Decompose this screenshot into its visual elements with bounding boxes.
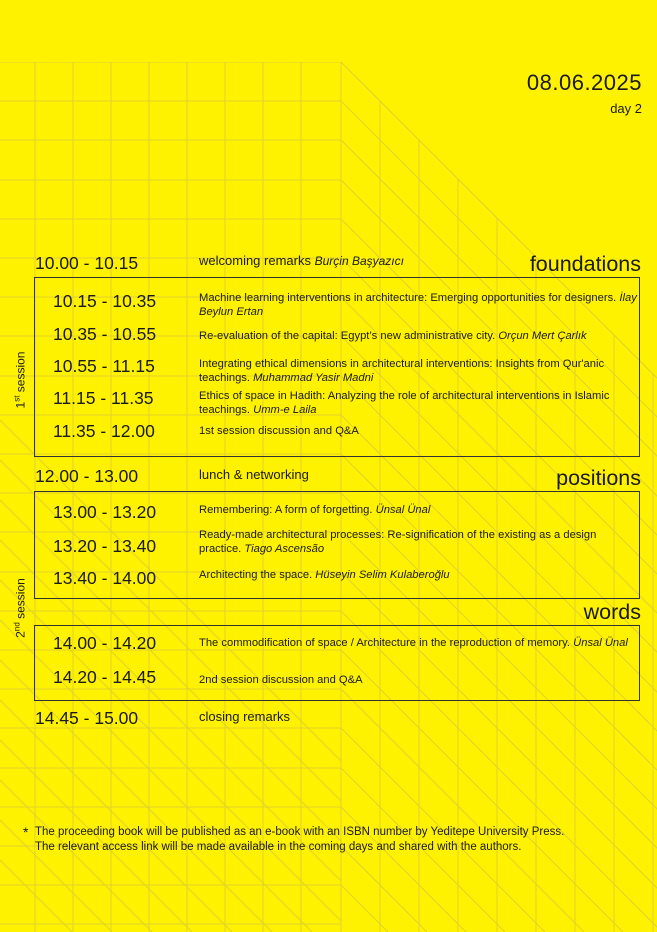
- time-s2-1: 13.00 - 13.20: [53, 502, 157, 522]
- item-welcome: welcoming remarks Burçin Başyazıcı: [199, 253, 404, 268]
- talk-s2-1: Remembering: A form of forgetting. Ünsal Ünal: [199, 504, 431, 516]
- time-s1-1: 10.15 - 10.35: [53, 291, 157, 311]
- event-date: 08.06.2025: [526, 70, 642, 95]
- time-s2-4: 14.00 - 14.20: [53, 633, 157, 653]
- talk-s2-3: Architecting the space. Hüseyin Selim Kulaberoğlu: [199, 569, 450, 581]
- talk-s1-3: Integrating ethical dimensions in architectural interventions: Insights from Qur'anic teachings. Muhammad Yasir Madni: [199, 358, 605, 384]
- footnote: [23, 825, 564, 855]
- item-closing: closing remarks: [199, 709, 291, 724]
- talk-s1-2: Re-evaluation of the capital: Egypt’s new administrative city. Orçun Mert Çarlık: [199, 330, 587, 342]
- talk-s2-5: 2nd session discussion and Q&A: [199, 674, 363, 686]
- talk-s1-5: 1st session discussion and Q&A: [199, 425, 359, 437]
- time-s1-4: 11.15 - 11.35: [53, 388, 154, 408]
- session-1-label: 1st session: [12, 351, 28, 409]
- time-welcome: 10.00 - 10.15: [35, 253, 139, 273]
- talk-s1-4: Ethics of space in Hadith: Analyzing the role of architectural interventions in Islamic teachings. Umm-e Laila: [199, 390, 610, 416]
- talk-s2-4: The commodification of space / Architecture in the reproduction of memory. Ünsal Ünal: [199, 637, 628, 649]
- talk-s1-1: Machine learning interventions in architecture: Emerging opportunities for designers. İlay Beylun Ertan: [199, 292, 637, 318]
- time-s1-3: 10.55 - 11.15: [53, 356, 155, 376]
- footnote-marker: *: [23, 824, 29, 840]
- time-s2-2: 13.20 - 13.40: [53, 536, 157, 556]
- time-lunch: 12.00 - 13.00: [35, 466, 139, 486]
- section-title-foundations: foundations: [529, 252, 641, 276]
- item-lunch: lunch & networking: [199, 467, 309, 482]
- time-s2-5: 14.20 - 14.45: [53, 667, 157, 687]
- section-title-positions: positions: [556, 466, 641, 490]
- section-title-words: words: [583, 600, 641, 624]
- footnote-line-2: The relevant access link will be made available in the coming days and shared with the authors.: [35, 841, 522, 853]
- time-s1-2: 10.35 - 10.55: [53, 324, 157, 344]
- event-day: day 2: [610, 101, 642, 116]
- footnote-line-1: The proceeding book will be published as an e-book with an ISBN number by Yeditepe University Press.: [35, 826, 565, 838]
- time-closing: 14.45 - 15.00: [35, 708, 139, 728]
- time-s1-5: 11.35 - 12.00: [53, 421, 155, 441]
- session-2-label: 2nd session: [12, 578, 28, 638]
- time-s2-3: 13.40 - 14.00: [53, 568, 157, 588]
- talk-s2-2: Ready-made architectural processes: Re-signification of the existing as a design practice. Tiago Ascensão: [199, 529, 597, 555]
